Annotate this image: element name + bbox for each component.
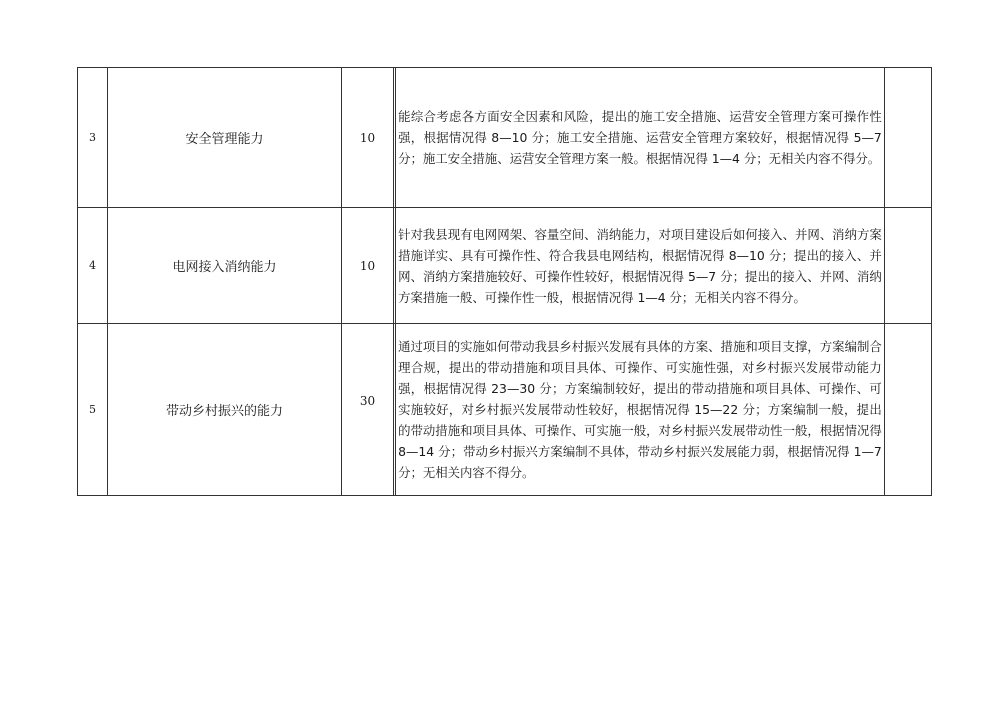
remarks-cell (884, 324, 931, 496)
criteria-cell (396, 324, 885, 496)
table-row (78, 208, 932, 324)
criterion-name: 带动乡村振兴的能力 (108, 324, 342, 496)
criterion-name: 安全管理能力 (108, 68, 342, 208)
criteria-cell (396, 68, 885, 208)
max-score: 10 (341, 68, 393, 208)
criteria-text: 针对我县现有电网网架、容量空间、消纳能力，对项目建设后如何接入、并网、消纳方案措施详实、具有可操作性、符合我县电网结构，根据情况得 8—10 分；提出的接入、并网、消纳方案措施较好、可操作性较好，根据情况得 5—7 分；提出的接入、并网、消纳方案措施一般、可操作性一般，根据情况得 1—4 分；无相关内容不得分。 (398, 226, 882, 305)
table-row (78, 324, 932, 496)
remarks-cell (884, 68, 931, 208)
max-score: 10 (341, 208, 393, 324)
table-row (78, 68, 932, 208)
criterion-name: 电网接入消纳能力 (108, 208, 342, 324)
scoring-table (77, 67, 932, 496)
criteria-cell (396, 208, 885, 324)
criteria-text: 能综合考虑各方面安全因素和风险，提出的施工安全措施、运营安全管理方案可操作性强，根据情况得 8—10 分；施工安全措施、运营安全管理方案较好，根据情况得 5—7 分；施工安全措施、运营安全管理方案一般。根据情况得 1—4 分；无相关内容不得分。 (398, 109, 882, 166)
row-number: 3 (78, 68, 108, 208)
remarks-cell (884, 208, 931, 324)
criteria-text: 通过项目的实施如何带动我县乡村振兴发展有具体的方案、措施和项目支撑，方案编制合理合规，提出的带动措施和项目具体、可操作、可实施性强，对乡村振兴发展带动能力强，根据情况得 23—30 分；方案编制较好，提出的带动措施和项目具体、可操作、可实施较好，对乡村振兴发展带动性较好，根据情况得 15—22 分；方案编制一般，提出的带动措施和项目具体、可操作、可实施一般，对乡村振兴发展带动性一般，根据情况得 8—14 分；带动乡村振兴方案编制不具体，带动乡村振兴发展能力弱，根据情况得 1—7 分；无相关内容不得分。 (398, 339, 882, 480)
row-number: 4 (78, 208, 108, 324)
max-score: 30 (341, 324, 393, 496)
row-number: 5 (78, 324, 108, 496)
